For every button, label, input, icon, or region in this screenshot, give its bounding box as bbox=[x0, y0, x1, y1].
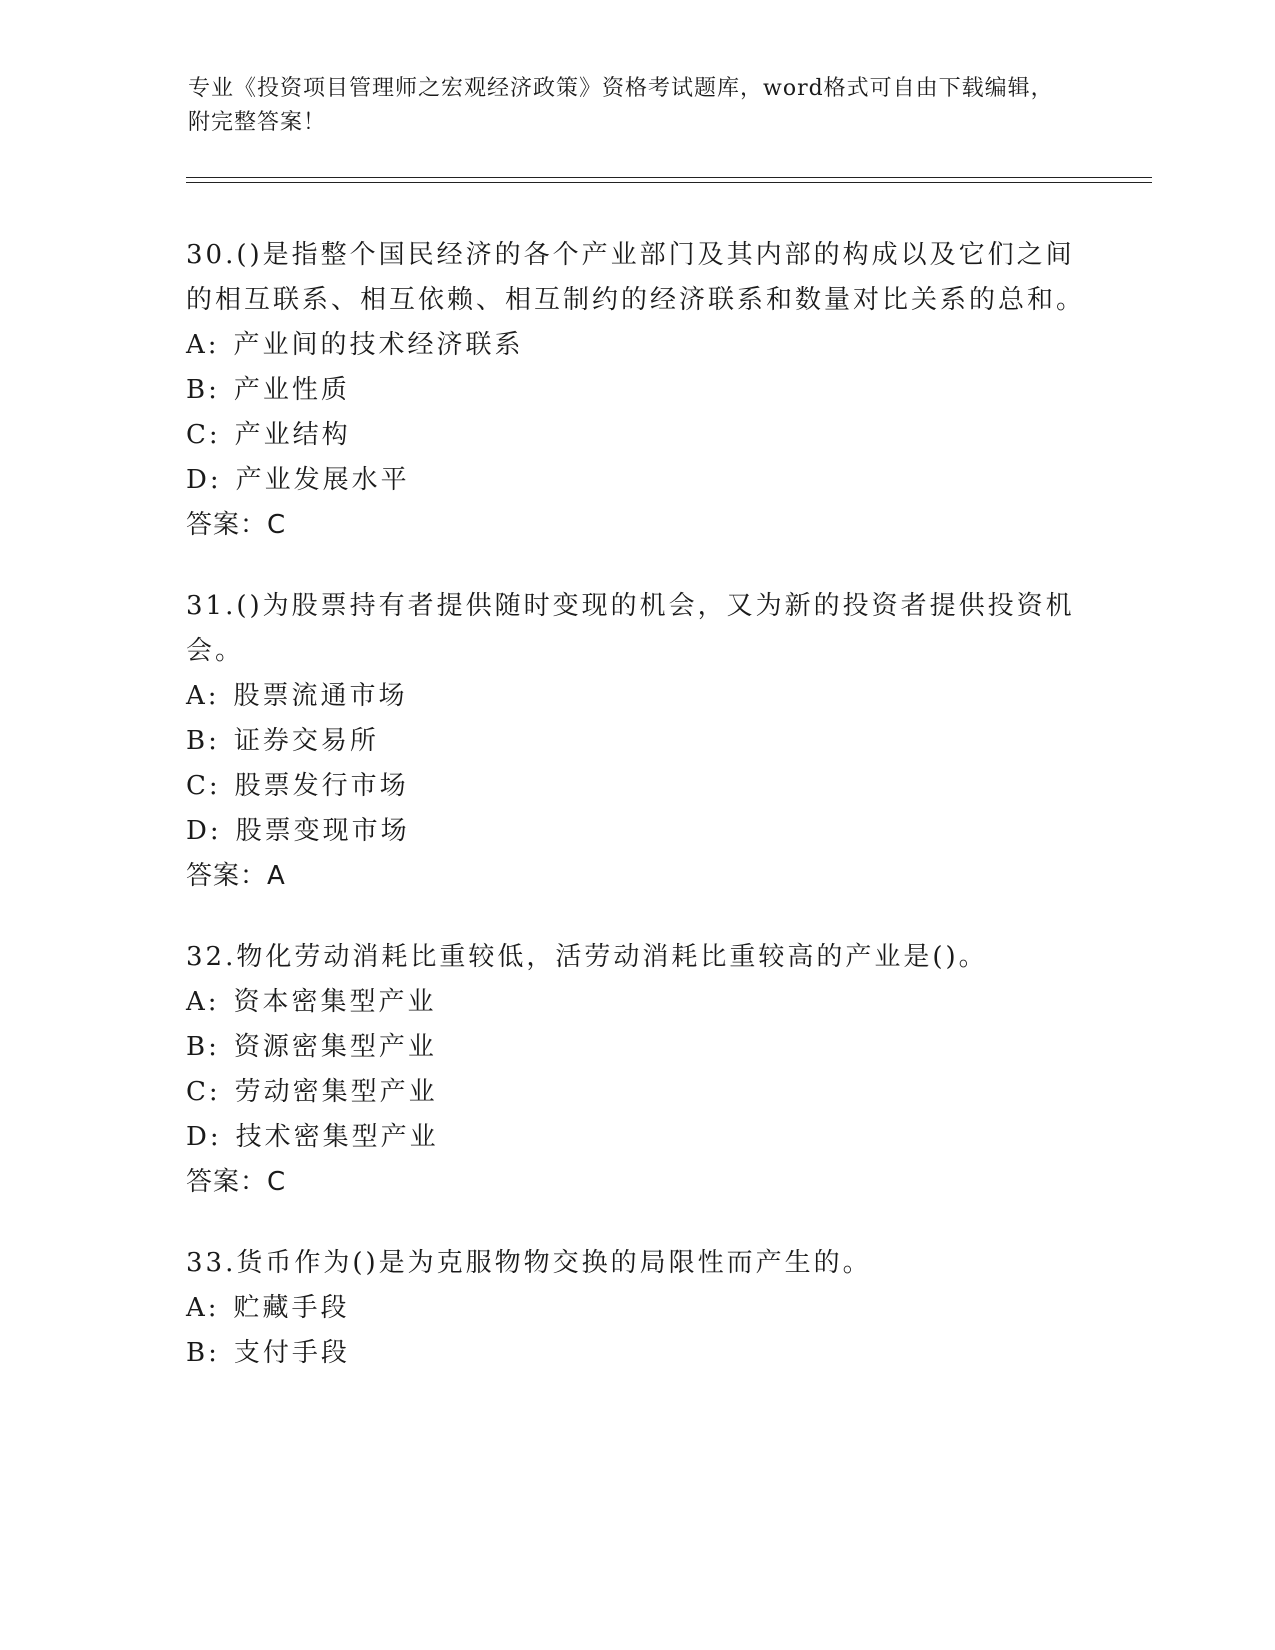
option-letter: B: bbox=[186, 1338, 220, 1368]
option-a bbox=[186, 980, 1086, 1025]
option-letter: D: bbox=[186, 1122, 222, 1152]
option-letter: A: bbox=[186, 681, 220, 711]
option-text: 证券交易所 bbox=[233, 726, 379, 756]
option-letter: B: bbox=[186, 726, 220, 756]
option-letter: D: bbox=[186, 816, 222, 846]
question-33 bbox=[186, 1241, 1086, 1376]
question-list bbox=[186, 233, 1086, 1412]
question-stem: 33.货币作为()是为克服物物交换的局限性而产生的。 bbox=[186, 1248, 872, 1278]
option-c bbox=[186, 1070, 1086, 1115]
answer-line: 答案：C bbox=[186, 1167, 287, 1197]
option-letter: B: bbox=[186, 1032, 220, 1062]
option-letter: A: bbox=[186, 987, 220, 1017]
header-rule-bottom bbox=[186, 182, 1152, 183]
option-text: 资源密集型产业 bbox=[233, 1032, 437, 1062]
question-30 bbox=[186, 233, 1086, 548]
option-letter: C: bbox=[186, 771, 221, 801]
option-c bbox=[186, 764, 1086, 809]
option-b bbox=[186, 719, 1086, 764]
option-b bbox=[186, 1331, 1086, 1376]
option-text: 技术密集型产业 bbox=[235, 1122, 439, 1152]
option-text: 股票变现市场 bbox=[235, 816, 410, 846]
question-31 bbox=[186, 584, 1086, 899]
option-text: 产业间的技术经济联系 bbox=[233, 330, 524, 360]
answer-line: 答案：A bbox=[186, 861, 286, 891]
option-text: 贮藏手段 bbox=[233, 1293, 350, 1323]
option-letter: D: bbox=[186, 465, 222, 495]
option-a bbox=[186, 1286, 1086, 1331]
option-text: 支付手段 bbox=[233, 1338, 350, 1368]
option-d bbox=[186, 458, 1086, 503]
answer-line: 答案：C bbox=[186, 510, 287, 540]
question-stem: 31.()为股票持有者提供随时变现的机会，又为新的投资者提供投资机会。 bbox=[186, 591, 1075, 666]
option-c bbox=[186, 413, 1086, 458]
option-text: 股票发行市场 bbox=[234, 771, 409, 801]
option-b bbox=[186, 368, 1086, 413]
option-letter: C: bbox=[186, 1077, 221, 1107]
question-32 bbox=[186, 935, 1086, 1205]
option-letter: C: bbox=[186, 420, 221, 450]
option-text: 股票流通市场 bbox=[233, 681, 408, 711]
option-text: 产业结构 bbox=[234, 420, 351, 450]
option-a bbox=[186, 323, 1086, 368]
option-text: 劳动密集型产业 bbox=[234, 1077, 438, 1107]
document-header: 专业《投资项目管理师之宏观经济政策》资格考试题库，word格式可自由下载编辑，附完整答案！ bbox=[188, 76, 1054, 135]
option-letter: A: bbox=[186, 1293, 220, 1323]
option-d bbox=[186, 1115, 1086, 1160]
option-text: 产业发展水平 bbox=[235, 465, 410, 495]
option-d bbox=[186, 809, 1086, 854]
option-letter: A: bbox=[186, 330, 220, 360]
question-stem: 30.()是指整个国民经济的各个产业部门及其内部的构成以及它们之间的相互联系、相互依赖、相互制约的经济联系和数量对比关系的总和。 bbox=[186, 240, 1086, 315]
option-text: 产业性质 bbox=[233, 375, 350, 405]
option-a bbox=[186, 674, 1086, 719]
option-text: 资本密集型产业 bbox=[233, 987, 437, 1017]
option-b bbox=[186, 1025, 1086, 1070]
option-letter: B: bbox=[186, 375, 220, 405]
header-rule-top bbox=[186, 177, 1152, 178]
question-stem: 32.物化劳动消耗比重较低，活劳动消耗比重较高的产业是()。 bbox=[186, 942, 988, 972]
